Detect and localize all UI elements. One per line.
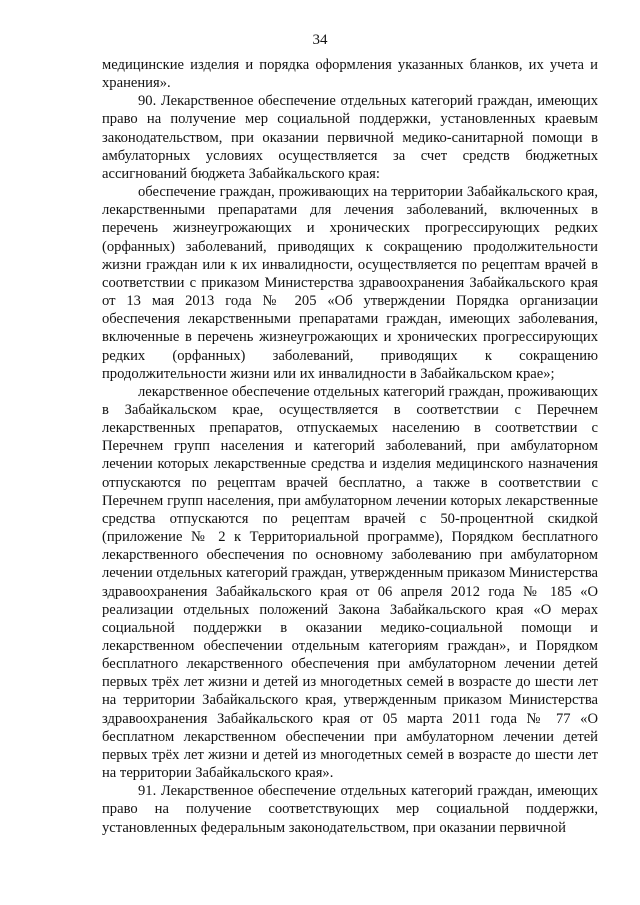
paragraph-continuation: медицинские изделия и порядка оформления указанных бланков, их учета и хранения». (102, 57, 598, 92)
paragraph-90: 90. Лекарственное обеспечение отдельных категорий граждан, имеющих право на получение мер социальной поддержки, установленных краевым законодательством, при оказании первичной медико-санитарной помощи в амбулаторных условиях осуществляется за счет средств бюджетных ассигнований бюджета Забайкальского края: (102, 93, 598, 182)
document-body (102, 56, 598, 837)
page-number: 34 (312, 32, 328, 48)
paragraph-91: 91. Лекарственное обеспечение отдельных категорий граждан, имеющих право на получение соответствующих мер социальной поддержки, установленных федеральным законодательством, при оказании первичной (102, 783, 598, 836)
paragraph-drug-provision: лекарственное обеспечение отдельных категорий граждан, проживающих в Забайкальском крае, осуществляется в соответствии с Перечнем лекарственных препаратов, отпускаемых населению в соответствии с Перечнем групп населения и категорий заболеваний, при амбулаторном лечении которых лекарственные средства и изделия медицинского назначения отпускаются по рецептам врачей бесплатно, а также в соответствии с Перечнем групп населения, при амбулаторном лечении которых лекарственные средства отпускаются по рецептам врачей с 50-процентной скидкой (приложение № 2 к Территориальной программе), Порядком бесплатного лекарственного обеспечения по основному заболеванию при амбулаторном лечении отдельных категорий граждан, утвержденным приказом Министерства здравоохранения Забайкальского края от 06 апреля 2012 года № 185 «О реализации отдельных положений Закона Забайкальского края «О мерах социальной поддержки в оказании медико-социальной помощи и лекарственном обеспечении отдельным категориям граждан», и Порядком бесплатного лекарственного обеспечения при амбулаторном лечении детей первых трёх лет жизни и детей из многодетных семей в возрасте до шести лет на территории Забайкальского края, утвержденным приказом Министерства здравоохранения Забайкальского края от 05 марта 2011 года № 77 «О бесплатном лекарственном обеспечении при амбулаторном лечении детей первых трёх лет жизни и детей из многодетных семей в возрасте до шести лет на территории Забайкальского края». (102, 383, 598, 782)
paragraph-rare-diseases: обеспечение граждан, проживающих на территории Забайкальского края, лекарственными препаратами для лечения заболеваний, включенных в перечень жизнеугрожающих и хронических прогрессирующих редких (орфанных) заболеваний, приводящих к сокращению продолжительности жизни граждан или к их инвалидности, осуществляется по рецептам врачей в соответствии с приказом Министерства здравоохранения Забайкальского края от 13 мая 2013 года № 205 «Об утверждении Порядка организации обеспечения лекарственными препаратами граждан, имеющих заболевания, включенные в перечень жизнеугрожающих и хронических прогрессирующих редких (орфанных) заболеваний, приводящих к сокращению продолжительности жизни или их инвалидности в Забайкальском крае»; (102, 184, 598, 382)
